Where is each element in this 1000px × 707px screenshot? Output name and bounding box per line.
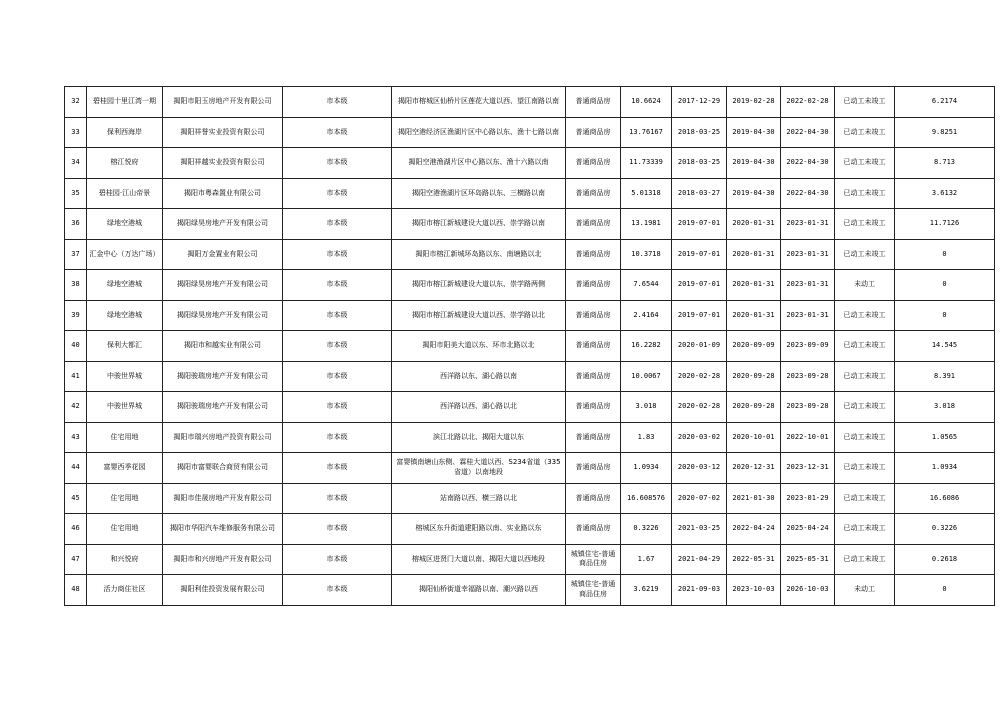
area-cell: 3.6219 — [621, 575, 672, 606]
completion-date-cell: 2023-09-28 — [781, 392, 835, 423]
location-cell: 揭阳市榕城区仙桥片区莲花大道以西、望江南路以南 — [392, 87, 566, 118]
status-cell: 未动工 — [835, 575, 895, 606]
company-name-cell: 揭阳市华阳汽车维修服务有限公司 — [163, 514, 283, 545]
area-cell: 7.6544 — [621, 270, 672, 301]
location-cell: 揭阳空港渔湖片区中心路以东、渔十六路以南 — [392, 148, 566, 179]
project-name-cell: 碧桂园十里江湾一期 — [87, 87, 163, 118]
status-cell: 已动工未竣工 — [835, 239, 895, 270]
location-cell: 站南路以西、横三路以北 — [392, 483, 566, 514]
completed-area-cell: 6.2174 — [895, 87, 995, 118]
row-number-cell: 42 — [65, 392, 87, 423]
location-cell: 揭阳市榕江新城建设大道以西、崇学路以南 — [392, 209, 566, 240]
project-name-cell: 住宅用地 — [87, 514, 163, 545]
project-name-cell: 绿地空港城 — [87, 209, 163, 240]
row-number-cell: 43 — [65, 422, 87, 453]
land-use-cell: 普通商品房 — [566, 117, 621, 148]
completion-date-cell: 2022-02-28 — [781, 87, 835, 118]
row-number-cell: 45 — [65, 483, 87, 514]
contract-date-cell: 2019-07-01 — [672, 239, 727, 270]
row-number-cell: 34 — [65, 148, 87, 179]
row-number-cell: 36 — [65, 209, 87, 240]
admin-level-cell: 市本级 — [283, 575, 392, 606]
row-number-cell: 41 — [65, 361, 87, 392]
start-date-cell: 2020-01-31 — [727, 239, 781, 270]
location-cell: 榕城区东升街道建阳路以南、实业路以东 — [392, 514, 566, 545]
area-cell: 5.01318 — [621, 178, 672, 209]
area-cell: 3.018 — [621, 392, 672, 423]
land-supply-table — [64, 86, 995, 606]
project-name-cell: 住宅用地 — [87, 422, 163, 453]
start-date-cell: 2020-01-31 — [727, 270, 781, 301]
table-row — [65, 209, 995, 240]
land-use-cell: 普通商品房 — [566, 453, 621, 484]
table-body — [65, 87, 995, 606]
company-name-cell: 揭阳市粤森置业有限公司 — [163, 178, 283, 209]
completed-area-cell: 0.2618 — [895, 544, 995, 575]
contract-date-cell: 2020-03-12 — [672, 453, 727, 484]
table-row — [65, 361, 995, 392]
table-row — [65, 87, 995, 118]
area-cell: 10.3718 — [621, 239, 672, 270]
completed-area-cell: 1.0934 — [895, 453, 995, 484]
table-row — [65, 422, 995, 453]
completion-date-cell: 2025-04-24 — [781, 514, 835, 545]
land-use-cell: 普通商品房 — [566, 87, 621, 118]
row-number-cell: 32 — [65, 87, 87, 118]
row-number-cell: 40 — [65, 331, 87, 362]
company-name-cell: 揭阳市和越实业有限公司 — [163, 331, 283, 362]
table-row — [65, 575, 995, 606]
contract-date-cell: 2019-07-01 — [672, 270, 727, 301]
admin-level-cell: 市本级 — [283, 239, 392, 270]
row-number-cell: 46 — [65, 514, 87, 545]
completed-area-cell: 11.7126 — [895, 209, 995, 240]
completion-date-cell: 2026-10-03 — [781, 575, 835, 606]
table-row — [65, 148, 995, 179]
status-cell: 已动工未竣工 — [835, 87, 895, 118]
land-use-cell: 普通商品房 — [566, 239, 621, 270]
project-name-cell: 汇金中心（万达广场） — [87, 239, 163, 270]
status-cell: 已动工未竣工 — [835, 422, 895, 453]
completed-area-cell: 9.8251 — [895, 117, 995, 148]
completed-area-cell: 0 — [895, 239, 995, 270]
location-cell: 滨江北路以北、揭阳大道以东 — [392, 422, 566, 453]
location-cell: 揭阳空港渔湖片区环岛路以东、三横路以南 — [392, 178, 566, 209]
status-cell: 已动工未竣工 — [835, 514, 895, 545]
land-use-cell: 普通商品房 — [566, 300, 621, 331]
admin-level-cell: 市本级 — [283, 148, 392, 179]
area-cell: 13.76167 — [621, 117, 672, 148]
row-number-cell: 37 — [65, 239, 87, 270]
admin-level-cell: 市本级 — [283, 300, 392, 331]
land-use-cell: 普通商品房 — [566, 178, 621, 209]
admin-level-cell: 市本级 — [283, 361, 392, 392]
completion-date-cell: 2023-01-31 — [781, 209, 835, 240]
project-name-cell: 住宅用地 — [87, 483, 163, 514]
contract-date-cell: 2021-03-25 — [672, 514, 727, 545]
company-name-cell: 揭阳绿昊房地产开发有限公司 — [163, 270, 283, 301]
start-date-cell: 2020-09-09 — [727, 331, 781, 362]
start-date-cell: 2022-05-31 — [727, 544, 781, 575]
company-name-cell: 揭阳市瑞兴房地产投资有限公司 — [163, 422, 283, 453]
status-cell: 已动工未竣工 — [835, 453, 895, 484]
area-cell: 0.3226 — [621, 514, 672, 545]
contract-date-cell: 2020-07-02 — [672, 483, 727, 514]
start-date-cell: 2022-04-24 — [727, 514, 781, 545]
completion-date-cell: 2022-04-30 — [781, 148, 835, 179]
project-name-cell: 榕江悦府 — [87, 148, 163, 179]
table-row — [65, 331, 995, 362]
completed-area-cell: 0.3226 — [895, 514, 995, 545]
status-cell: 已动工未竣工 — [835, 361, 895, 392]
project-name-cell: 中骏世界城 — [87, 361, 163, 392]
status-cell: 已动工未竣工 — [835, 117, 895, 148]
location-cell: 西洋路以西、湖心路以北 — [392, 392, 566, 423]
land-use-cell: 普通商品房 — [566, 270, 621, 301]
status-cell: 已动工未竣工 — [835, 209, 895, 240]
area-cell: 1.83 — [621, 422, 672, 453]
land-use-cell: 普通商品房 — [566, 209, 621, 240]
status-cell: 已动工未竣工 — [835, 148, 895, 179]
location-cell: 揭阳市榕江新城环岛路以东、南塘路以北 — [392, 239, 566, 270]
contract-date-cell: 2021-04-29 — [672, 544, 727, 575]
project-name-cell: 活力商住社区 — [87, 575, 163, 606]
area-cell: 1.0934 — [621, 453, 672, 484]
land-use-cell: 普通商品房 — [566, 514, 621, 545]
row-number-cell: 47 — [65, 544, 87, 575]
company-name-cell: 揭阳祥越实业投资有限公司 — [163, 148, 283, 179]
land-use-cell: 普通商品房 — [566, 361, 621, 392]
contract-date-cell: 2019-07-01 — [672, 300, 727, 331]
area-cell: 11.73339 — [621, 148, 672, 179]
admin-level-cell: 市本级 — [283, 422, 392, 453]
completed-area-cell: 0 — [895, 270, 995, 301]
admin-level-cell: 市本级 — [283, 392, 392, 423]
project-name-cell: 保利西海岸 — [87, 117, 163, 148]
location-cell: 揭阳市榕江新城建设大道以东、崇学路两侧 — [392, 270, 566, 301]
area-cell: 10.6624 — [621, 87, 672, 118]
project-name-cell: 和兴悦府 — [87, 544, 163, 575]
land-use-cell: 普通商品房 — [566, 331, 621, 362]
table-row — [65, 178, 995, 209]
completed-area-cell: 16.6086 — [895, 483, 995, 514]
completed-area-cell: 1.0565 — [895, 422, 995, 453]
completion-date-cell: 2023-01-31 — [781, 239, 835, 270]
start-date-cell: 2020-09-28 — [727, 361, 781, 392]
status-cell: 已动工未竣工 — [835, 544, 895, 575]
company-name-cell: 揭阳祥誉实业投资有限公司 — [163, 117, 283, 148]
area-cell: 1.67 — [621, 544, 672, 575]
area-cell: 16.2282 — [621, 331, 672, 362]
contract-date-cell: 2018-03-25 — [672, 148, 727, 179]
start-date-cell: 2020-01-31 — [727, 300, 781, 331]
project-name-cell: 绿地空港城 — [87, 300, 163, 331]
start-date-cell: 2020-09-28 — [727, 392, 781, 423]
table-row — [65, 239, 995, 270]
admin-level-cell: 市本级 — [283, 117, 392, 148]
admin-level-cell: 市本级 — [283, 270, 392, 301]
table-row — [65, 514, 995, 545]
start-date-cell: 2019-02-28 — [727, 87, 781, 118]
start-date-cell: 2019-04-30 — [727, 178, 781, 209]
company-name-cell: 揭阳市富婴联合商贸有限公司 — [163, 453, 283, 484]
company-name-cell: 揭阳市和兴房地产开发有限公司 — [163, 544, 283, 575]
status-cell: 已动工未竣工 — [835, 300, 895, 331]
location-cell: 揭阳市榕江新城建设大道以西、崇学路以北 — [392, 300, 566, 331]
status-cell: 已动工未竣工 — [835, 392, 895, 423]
completed-area-cell: 8.391 — [895, 361, 995, 392]
location-cell: 富婴镇南塘山东侧、霖桂大道以西、S234省道（335省道）以南地段 — [392, 453, 566, 484]
area-cell: 2.4164 — [621, 300, 672, 331]
status-cell: 未动工 — [835, 270, 895, 301]
land-use-cell: 普通商品房 — [566, 148, 621, 179]
land-use-cell: 普通商品房 — [566, 392, 621, 423]
completed-area-cell: 3.018 — [895, 392, 995, 423]
contract-date-cell: 2017-12-29 — [672, 87, 727, 118]
contract-date-cell: 2021-09-03 — [672, 575, 727, 606]
completion-date-cell: 2023-01-31 — [781, 300, 835, 331]
completed-area-cell: 0 — [895, 575, 995, 606]
project-name-cell: 富婴西季花园 — [87, 453, 163, 484]
completion-date-cell: 2025-05-31 — [781, 544, 835, 575]
company-name-cell: 揭阳市佳晟房地产开发有限公司 — [163, 483, 283, 514]
company-name-cell: 揭阳绿昊房地产开发有限公司 — [163, 209, 283, 240]
location-cell: 揭阳市阳美大道以东、环市北路以北 — [392, 331, 566, 362]
location-cell: 西洋路以东、湖心路以南 — [392, 361, 566, 392]
row-number-cell: 48 — [65, 575, 87, 606]
project-name-cell: 中骏世界城 — [87, 392, 163, 423]
company-name-cell: 揭阳骏瑞房地产开发有限公司 — [163, 361, 283, 392]
location-cell: 榕城区进贤门大道以南、揭阳大道以西地段 — [392, 544, 566, 575]
completed-area-cell: 0 — [895, 300, 995, 331]
completed-area-cell: 14.545 — [895, 331, 995, 362]
table-row — [65, 453, 995, 484]
completion-date-cell: 2023-09-09 — [781, 331, 835, 362]
admin-level-cell: 市本级 — [283, 453, 392, 484]
area-cell: 10.0067 — [621, 361, 672, 392]
contract-date-cell: 2019-07-01 — [672, 209, 727, 240]
status-cell: 已动工未竣工 — [835, 178, 895, 209]
land-use-cell: 城镇住宅-普通商品住房 — [566, 544, 621, 575]
status-cell: 已动工未竣工 — [835, 331, 895, 362]
row-number-cell: 38 — [65, 270, 87, 301]
contract-date-cell: 2020-02-28 — [672, 392, 727, 423]
completion-date-cell: 2022-04-30 — [781, 178, 835, 209]
table-row — [65, 392, 995, 423]
completion-date-cell: 2023-09-28 — [781, 361, 835, 392]
status-cell: 已动工未竣工 — [835, 483, 895, 514]
location-cell: 揭阳空港经济区渔湖片区中心路以东、渔十七路以南 — [392, 117, 566, 148]
start-date-cell: 2020-10-01 — [727, 422, 781, 453]
contract-date-cell: 2018-03-25 — [672, 117, 727, 148]
admin-level-cell: 市本级 — [283, 483, 392, 514]
completion-date-cell: 2023-01-31 — [781, 270, 835, 301]
project-name-cell: 绿地空港城 — [87, 270, 163, 301]
start-date-cell: 2021-01-30 — [727, 483, 781, 514]
row-number-cell: 39 — [65, 300, 87, 331]
area-cell: 13.1981 — [621, 209, 672, 240]
start-date-cell: 2020-12-31 — [727, 453, 781, 484]
table-row — [65, 300, 995, 331]
admin-level-cell: 市本级 — [283, 209, 392, 240]
start-date-cell: 2019-04-30 — [727, 117, 781, 148]
table-row — [65, 270, 995, 301]
completion-date-cell: 2022-04-30 — [781, 117, 835, 148]
company-name-cell: 揭阳骏瑞房地产开发有限公司 — [163, 392, 283, 423]
completed-area-cell: 3.6132 — [895, 178, 995, 209]
row-number-cell: 44 — [65, 453, 87, 484]
company-name-cell: 揭阳利佳投资发展有限公司 — [163, 575, 283, 606]
start-date-cell: 2020-01-31 — [727, 209, 781, 240]
admin-level-cell: 市本级 — [283, 514, 392, 545]
completion-date-cell: 2023-01-29 — [781, 483, 835, 514]
admin-level-cell: 市本级 — [283, 87, 392, 118]
land-use-cell: 普通商品房 — [566, 483, 621, 514]
company-name-cell: 揭阳绿昊房地产开发有限公司 — [163, 300, 283, 331]
table-row — [65, 544, 995, 575]
land-use-cell: 城镇住宅-普通商品住房 — [566, 575, 621, 606]
land-use-cell: 普通商品房 — [566, 422, 621, 453]
company-name-cell: 揭阳市阳玉房地产开发有限公司 — [163, 87, 283, 118]
row-number-cell: 33 — [65, 117, 87, 148]
project-name-cell: 保利大都汇 — [87, 331, 163, 362]
completion-date-cell: 2023-12-31 — [781, 453, 835, 484]
start-date-cell: 2023-10-03 — [727, 575, 781, 606]
contract-date-cell: 2020-02-28 — [672, 361, 727, 392]
admin-level-cell: 市本级 — [283, 544, 392, 575]
area-cell: 16.608576 — [621, 483, 672, 514]
project-name-cell: 碧桂园·江山帝景 — [87, 178, 163, 209]
admin-level-cell: 市本级 — [283, 178, 392, 209]
contract-date-cell: 2020-03-02 — [672, 422, 727, 453]
completed-area-cell: 8.713 — [895, 148, 995, 179]
completion-date-cell: 2022-10-01 — [781, 422, 835, 453]
table-row — [65, 483, 995, 514]
table-row — [65, 117, 995, 148]
row-number-cell: 35 — [65, 178, 87, 209]
admin-level-cell: 市本级 — [283, 331, 392, 362]
location-cell: 揭阳仙桥街道幸福路以南、潮兴路以西 — [392, 575, 566, 606]
contract-date-cell: 2020-01-09 — [672, 331, 727, 362]
start-date-cell: 2019-04-30 — [727, 148, 781, 179]
contract-date-cell: 2018-03-27 — [672, 178, 727, 209]
company-name-cell: 揭阳万金置业有限公司 — [163, 239, 283, 270]
